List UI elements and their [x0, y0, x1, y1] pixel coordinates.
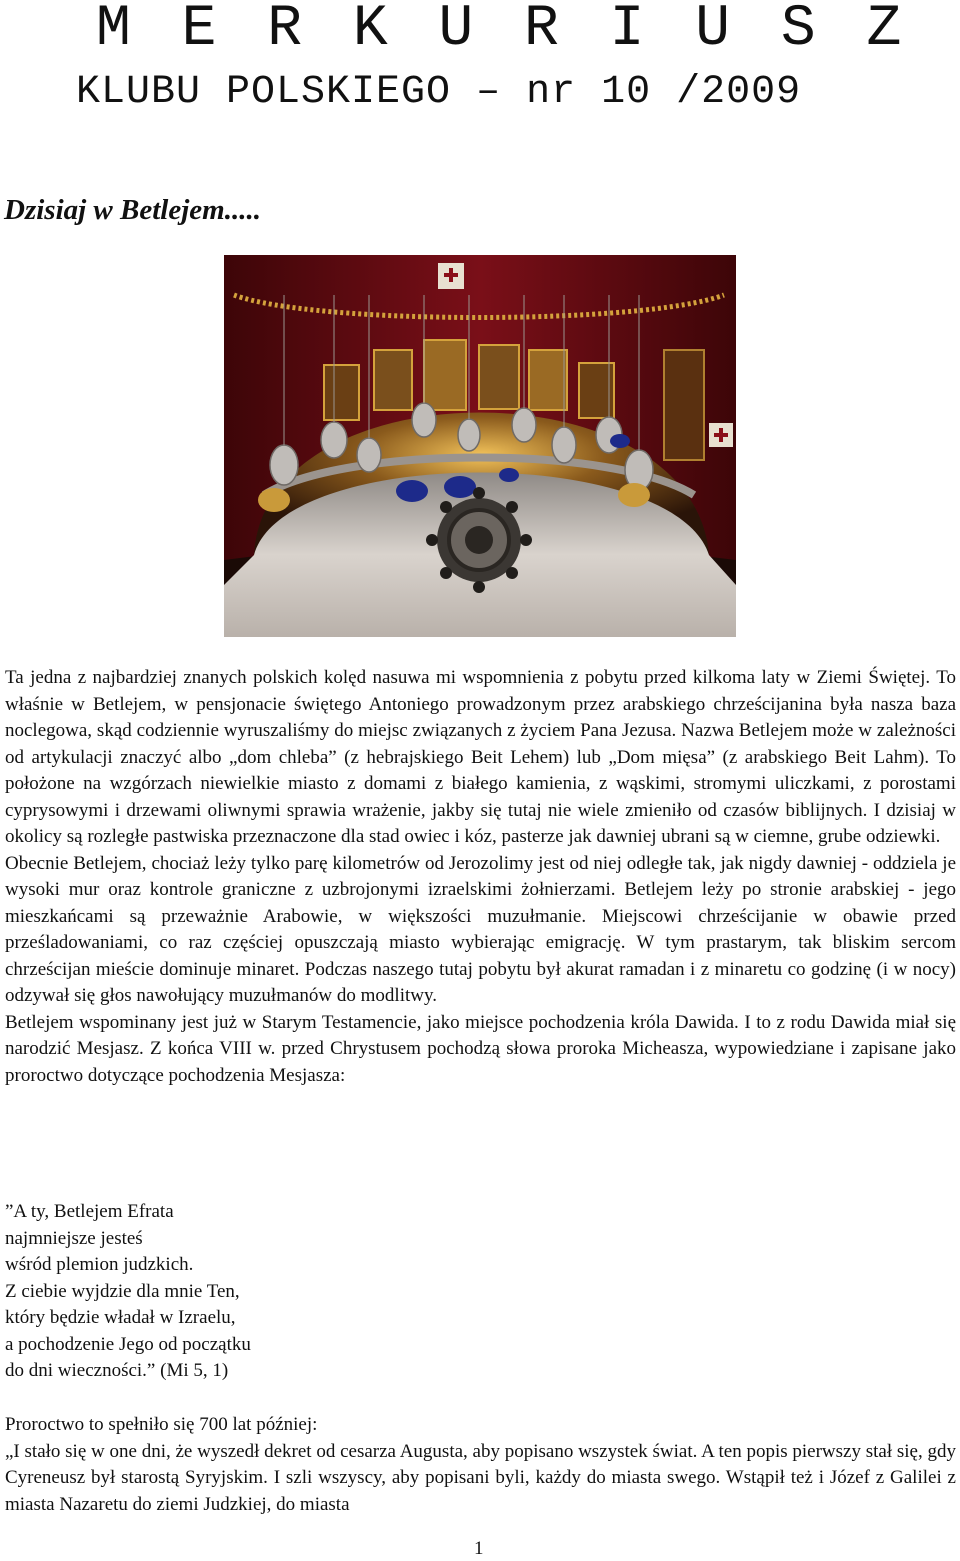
poem-line: Z ciebie wyjdzie dla mnie Ten, — [5, 1280, 240, 1302]
prophecy-intro: Proroctwo to spełniło się 700 lat później: — [5, 1414, 318, 1435]
poem-line: do dni wieczności.” (Mi 5, 1) — [5, 1360, 229, 1381]
prophecy-fulfilled-section — [5, 1412, 956, 1518]
poem-line: najmniejsze jesteś — [5, 1227, 143, 1249]
paragraph-old-testament: Betlejem wspominany jest już w Starym Testamencie, jako miejsce pochodzenia króla Dawida. I to z rodu Dawida miał się narodzić Mesjasz. Z końca VIII w. przed Chrystusem pochodzą słowa proroka Micheasza, wypowiedziane i zapisane jako proroctwo dotyczące pochodzenia Mesjasza: — [5, 1011, 956, 1086]
masthead-subtitle: KLUBU POLSKIEGO – nr 10 /2009 — [76, 70, 802, 115]
masthead-title: M E R K U R I U S Z — [96, 0, 910, 62]
luke-gospel-quote: „I stało się w one dni, że wyszedł dekret od cesarza Augusta, aby popisano wszystek świat. A ten popis pierwszy stał się, gdy Cyreneusz był starostą Syryjskim. I szli wszyscy, aby popisani byli, każdy do miasta swego. Wstąpił też i Józef z Galilei z miasta Nazaretu do ziemi Judzkiej, do miasta — [5, 1440, 956, 1515]
nativity-grotto-photo — [224, 255, 736, 637]
poem-line: który będzie władał w Izraelu, — [5, 1307, 236, 1328]
micah-prophecy-poem — [5, 1199, 251, 1385]
paragraph-bethlehem-today: Obecnie Betlejem, chociaż leży tylko parę kilometrów od Jerozolimy jest od niej odległe tak, jak nigdy dawniej - oddziela je wysoki mur oraz kontrole graniczne z uzbrojonymi izraelskimi żołnierzami. Betlejem leży po stronie arabskiej - jego mieszkańcami są przeważnie Arabowie, w większości muzułmanie. Miejscowi chrześcijanie w obawie przed prześladowaniami, co raz częściej opuszczają miasto wybierając emigrację. W tym prastarym, tak bliskim sercom chrześcijan mieście dominuje minaret. Podczas naszego tutaj pobytu był akurat ramadan i z minaretu co godzinę (i w nocy) odzywał się głos nawołujący muzułmanów do modlitwy. — [5, 852, 956, 1006]
article-body — [5, 665, 956, 1089]
poem-line: wśród plemion judzkich. — [5, 1254, 194, 1275]
page-number: 1 — [474, 1538, 484, 1559]
poem-line: ”A ty, Betlejem Efrata — [5, 1201, 174, 1222]
poem-line: a pochodzenie Jego od początku — [5, 1333, 251, 1355]
paragraph-bethlehem-intro: Ta jedna z najbardziej znanych polskich kolęd nasuwa mi wspomnienia z pobytu przed kilkoma laty w Ziemi Świętej. To właśnie w Betlejem, w pensjonacie świętego Antoniego prowadzonym przez arabskiego chrześcijanina była nasza baza noclegowa, skąd codziennie wyruszaliśmy do miejsc związanych z życiem Pana Jezusa. Nazwa Betlejem może w zależności od artykulacji znaczyć albo „dom chleba” (z hebrajskiego Beit Lehem) lub „Dom mięsa” (z arabskiego Beit Lahm). To położone na wzgórzach niewielkie miasto z domami z białego kamienia, z wąskimi, stromymi uliczkami, z porostami cyprysowymi i drzewami oliwnymi sprawia wrażenie, jakby się tutaj nie wiele zmieniło od czasów biblijnych. I dzisiaj w okolicy są rozległe pastwiska przeznaczone dla stad owiec i kóz, pasterze jak dawniej ubrani są w ciemne, grube odziewki. — [5, 667, 956, 847]
article-title: Dzisiaj w Betlejem..... — [4, 194, 261, 226]
